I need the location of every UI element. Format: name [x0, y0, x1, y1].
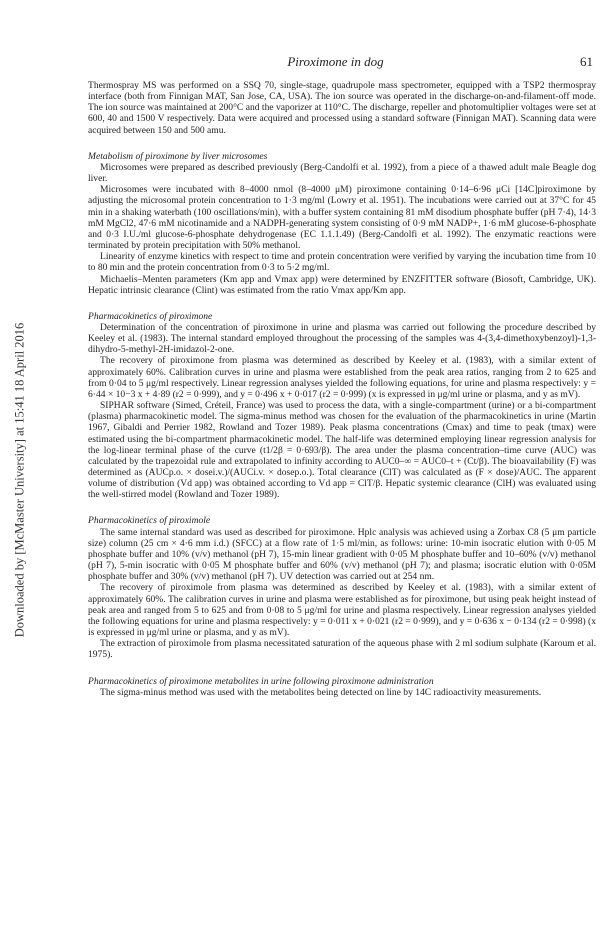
paragraph: SIPHAR software (Simed, Créteil, France) was used to process the data, with a single-compartment (urine) or a bi-compartment (plasma) pharmacokinetic model. The sigma-minus method was chosen for the evaluation of the pharmacokinetics in urine (Martin 1967, Gibaldi and Perrier 1982, Rowland and Tozer 1989). Peak plasma concentrations (Cmax) and time to peak (tmax) were estimated using the bi-compartment pharmacokinetic model. The half-life was determined employing linear regression analysis for the log-linear terminal phase of the curve (t1/2β = 0·693/β). The area under the plasma concentration–time curve (AUC) was calculated by the trapezoidal rule and extrapolated to infinity according to AUC0–∞ = AUC0–t + (Ct/β). The bioavailability (F) was determined as (AUCp.o. × dosei.v.)/(AUCi.v. × dosep.o.). Total clearance (ClT) was calculated as (F × dose)/AUC. The apparent volume of distribution (Vd app) was obtained according to Vd app = ClT/β. Hepatic systemic clearance (ClH) was evaluated using the well-stirred model (Rowland and Tozer 1989). — [88, 400, 596, 501]
running-title: Piroximone in dog — [287, 54, 384, 69]
paragraph: Linearity of enzyme kinetics with respect to time and protein concentration were verified by varying the incubation time from 10 to 80 min and the protein concentration from 0·3 to 5·2 mg/ml. — [88, 251, 596, 274]
paragraph: Michaelis–Menten parameters (Km app and Vmax app) were determined by ENZFITTER software (Biosoft, Cambridge, UK). Hepatic intrinsic clearance (Clint) was estimated from the ratio Vmax app/Km app. — [88, 273, 596, 296]
download-watermark — [0, 0, 40, 944]
paragraph: The sigma-minus method was used with the metabolites being detected on line by 14C radioactivity measurements. — [100, 686, 542, 698]
section-pk-piroximone — [88, 311, 596, 501]
paragraph: The same internal standard was used as described for piroximone. Hplc analysis was achieved using a Zorbax C8 (5 μm particle size) column (25 cm × 4·6 mm i.d.) (SFCC) at a flow rate of 1·5 ml/min, as follows: urine: 10-min isocratic elution with 0·05 M phosphate buffer and 10% (v/v) methanol (pH 7), 15-min linear gradient with 0·05 M phosphate buffer and 10–60% (v/v) methanol (pH 7), 5-min isocratic with 0·05 M phosphate buffer and 60% (v/v) methanol (pH 7); and plasma; isocratic elution with 0·05M phosphate buffer and 30% (v/v) methanol (pH 7). UV detection was carried out at 254 nm. — [88, 526, 596, 583]
paragraph: Microsomes were incubated with 8–4000 nmol (8–4000 μM) piroximone containing 0·14–6·96 μCi [14C]piroximone by adjusting the microsomal protein concentration to 1·3 mg/ml (Lowry et al. 1951). The incubations were carried out at 37°C for 45 min in a shaking waterbath (100 oscillations/min), with a buffer system containing 81 mM disodium phosphate buffer (pH 7·4), 14·3 mM MgCl2, 47·6 mM nicotinamide and a NADPH-generating system consisting of 0·9 mM NADP+, 1·6 mM glucose-6-phosphate and 0·3 I.U./ml glucose-6-phosphate dehydrogenase (EC 1.1.1.49) (Berg-Candolfi et al. 1992). The enzymatic reactions were terminated by protein precipitation with 50% methanol. — [88, 184, 596, 252]
paragraph: The extraction of piroximole from plasma necessitated saturation of the aqueous phase with 2 ml sodium sulphate (Karoum et al. 1975). — [88, 638, 596, 661]
paragraph: The recovery of piroximone from plasma was determined as described by Keeley et al. (1983), with a similar extent of approximately 60%. Calibration curves in urine and plasma were established from the peak area ratios, ranging from 2 to 625 and from 0·04 to 5 μg/ml respectively. Linear regression analyses yielded the following equations, for urine and plasma respectively: y = 6·44 × 10−3 x + 4·89 (r2 = 0·999), and y = 0·496 x + 0·017 (r2 = 0·999) (x is expressed in μg/ml urine or plasma, and y as mV). — [88, 355, 596, 400]
paragraph: Microsomes were prepared as described previously (Berg-Candolfi et al. 1992), from a piece of a thawed adult male Beagle dog liver. — [88, 161, 596, 185]
page-number: 61 — [580, 54, 593, 69]
section-pk-piroximole — [88, 515, 596, 660]
intro-paragraph: Thermospray MS was performed on a SSQ 70, single-stage, quadrupole mass spectrometer, equipped with a TSP2 thermospray interface (both from Finnigan MAT, San Jose, CA, USA). The ion source was operated in the discharge-on-and-filament-off mode. The ion source was maintained at 200°C and the vaporizer at 110°C. The discharge, repeller and photomultiplier voltages were set at 600, 40 and 1500 V respectively. Data were acquired and processed using a standard software (Finnigan MAT). Scanning data were acquired between 150 and 500 amu. — [88, 80, 596, 136]
section-heading: Pharmacokinetics of piroximole — [88, 515, 211, 527]
page-header — [78, 54, 593, 72]
paragraph: Determination of the concentration of piroximone in urine and plasma was carried out following the procedure described by Keeley et al. (1983). The internal standard employed throughout the processing of the samples was 4-(3,4-dimethoxybenzoyl)-1,3-dihydro-5-methyl-2H-imidazol-2-one. — [88, 321, 596, 356]
section-pk-metabolites — [88, 676, 596, 698]
section-heading: Pharmacokinetics of piroximone — [88, 310, 213, 322]
section-heading: Metabolism of piroximone by liver microsomes — [88, 150, 268, 162]
article-body — [88, 80, 596, 698]
download-watermark-text: Downloaded by [McMaster University] at 15:41 18 April 2016 — [12, 322, 27, 638]
section-microsomes — [88, 151, 596, 296]
section-heading: Pharmacokinetics of piroximone metabolites in urine following piroximone administration — [88, 675, 434, 687]
paragraph: The recovery of piroximole from plasma was determined as described by Keeley et al. (1983), with a similar extent of approximately 60%. The calibration curves in urine and plasma were established as for piroximone, but using peak height instead of peak area and ranged from 5 to 625 and from 0·08 to 5 μg/ml for urine and plasma respectively. Linear regression analyses yielded the following equations for urine and plasma respectively: y = 0·011 x + 0·021 (r2 = 0·999), and y = 0·636 x − 0·134 (r2 = 0·998) (x is expressed in μg/ml urine or plasma, and y as mV). — [88, 582, 596, 639]
